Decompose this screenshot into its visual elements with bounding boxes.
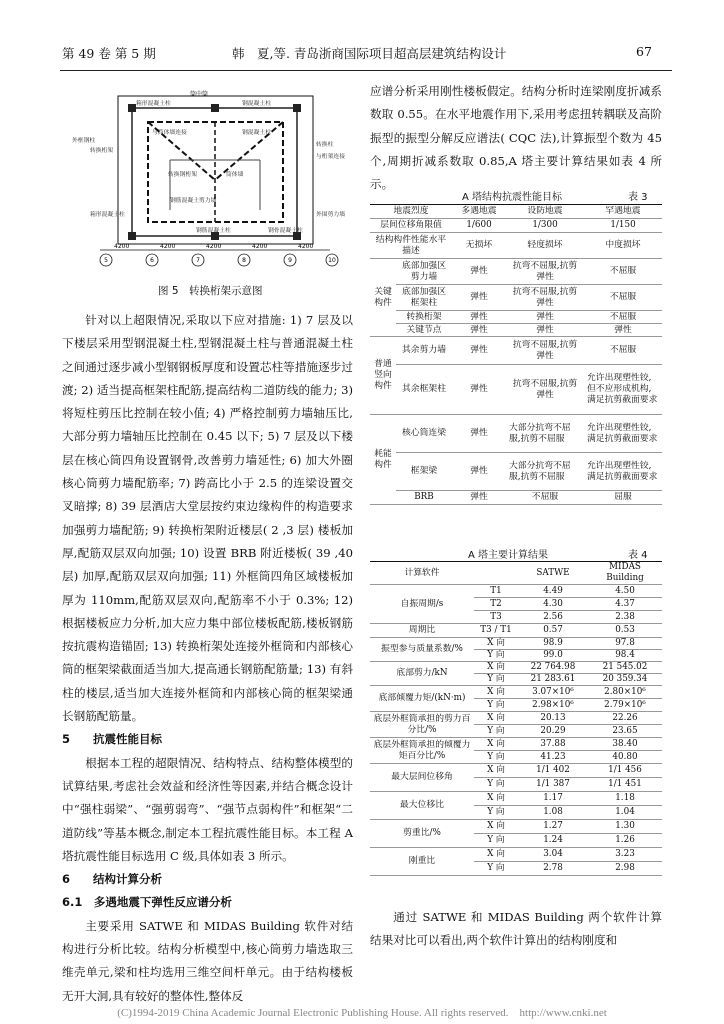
table-cell: 41.23: [518, 751, 588, 764]
fig-dim-3: 4200: [206, 243, 222, 250]
table-cell: 抗弯不屈服,抗剪弹性: [506, 337, 584, 365]
table-cell: BRB: [396, 491, 452, 505]
fig-dim-4: 4200: [252, 243, 268, 250]
section-6-1-heading: 6.1 多遇地震下弹性反应谱分析: [62, 895, 232, 910]
table-row: [370, 738, 662, 751]
table-cell: 22 764.98: [518, 662, 588, 674]
table-cell: T3: [474, 611, 518, 624]
table-cell: 21 545.02: [588, 662, 662, 674]
table-cell: 0.57: [518, 624, 588, 638]
table-cell: 3.23: [588, 848, 662, 862]
table-cell: X 向: [474, 662, 518, 674]
table3: [370, 204, 662, 505]
table-cell: 无损坏: [452, 233, 506, 259]
table-row: [370, 491, 662, 505]
comparison-paragraph: 通过 SATWE 和 MIDAS Building 两个软件计算结果对比可以看出,两个软件计算出的结构刚度和: [370, 910, 662, 948]
table-cell: 3.04: [518, 848, 588, 862]
fig-label-14: 外围剪力墙: [316, 212, 345, 218]
copyright-footer: (C)1994-2019 China Academic Journal Electronic Publishing House. All rights reserved. http://www.cnki.net: [117, 1007, 607, 1019]
table-cell: 框架梁: [396, 453, 452, 491]
transfer-truss-figure: [70, 90, 360, 270]
table-cell: 弹性: [452, 365, 506, 415]
table-cell: 耗能构件: [370, 415, 396, 505]
fig-label-13: 钢筋混凝土柱: [196, 228, 231, 234]
table-cell: 弹性: [452, 337, 506, 365]
table-row: [370, 259, 662, 285]
table-cell: 2.98: [588, 862, 662, 876]
table-cell: 不屈服: [506, 491, 584, 505]
table-row: [370, 311, 662, 324]
fig-label-9: 转换柱: [316, 142, 334, 148]
table-cell: 允许出现塑性铰,满足抗剪截面要求: [584, 453, 662, 491]
table-cell: 不屈服: [584, 311, 662, 324]
table-row: [370, 453, 662, 491]
table-row: [370, 205, 662, 219]
table-cell: 关键节点: [396, 324, 452, 337]
table-cell: 抗弯不屈服,抗剪弹性: [506, 365, 584, 415]
table-cell: 层间位移角限值: [370, 219, 452, 233]
table-cell: 1/150: [584, 219, 662, 233]
table-cell: 1/1 402: [518, 764, 588, 778]
table3-title: A 塔结构抗震性能目标: [462, 192, 563, 203]
table-cell: 1.04: [588, 806, 662, 820]
table-cell: 弹性: [584, 324, 662, 337]
fig-label-5: 外框钢柱: [72, 138, 96, 144]
fig-label-4: 钢混凝土柱: [242, 130, 271, 136]
table-cell: 2.78: [518, 862, 588, 876]
fig-top-label: 筒中筒: [190, 91, 209, 98]
section-6-heading: 6 结构计算分析: [62, 872, 163, 887]
table-cell: X 向: [474, 686, 518, 699]
table-cell: 底部加强区剪力墙: [396, 259, 452, 285]
table-cell: 弹性: [452, 259, 506, 285]
journal-issue: 第 49 卷 第 5 期: [62, 46, 156, 61]
table-cell: 轻度损坏: [506, 233, 584, 259]
table-cell: X 向: [474, 820, 518, 834]
fig-label-15: 钢骨混凝土柱: [268, 228, 303, 234]
table-cell: 1.08: [518, 806, 588, 820]
table-cell: Y 向: [474, 778, 518, 792]
table-cell: Y 向: [474, 699, 518, 712]
table4-number: 表 4: [628, 550, 648, 561]
table-cell: 22.26: [588, 712, 662, 725]
table-cell: 计算软件: [370, 562, 474, 585]
table-cell: 弹性: [506, 324, 584, 337]
running-title: 韩 夏,等. 青岛浙商国际项目超高层建筑结构设计: [232, 46, 507, 61]
table-cell: 允许出现塑性铰,但不应形成机构,满足抗剪截面要求: [584, 365, 662, 415]
table-cell: 不屈服: [584, 337, 662, 365]
table-cell: 99.0: [518, 650, 588, 662]
table-cell: 其余框架柱: [396, 365, 452, 415]
table-cell: 大部分抗弯不屈服,抗剪不屈服: [506, 415, 584, 453]
table-cell: 1.24: [518, 834, 588, 848]
table-cell: [474, 562, 518, 585]
table-cell: Y 向: [474, 674, 518, 686]
table-cell: 1.27: [518, 820, 588, 834]
table-row: [370, 792, 662, 806]
fig-label-6: 转换桁架: [90, 148, 114, 154]
table-cell: T1: [474, 585, 518, 598]
table-cell: 弹性: [452, 491, 506, 505]
right-top-text: [370, 80, 662, 196]
table-row: [370, 415, 662, 453]
table-cell: 允许出现塑性铰,满足抗剪截面要求: [584, 415, 662, 453]
table-cell: 1.18: [588, 792, 662, 806]
table-cell: 底部加强区框架柱: [396, 285, 452, 311]
fig-label-1: 箱形混凝土柱: [136, 101, 171, 107]
fig-axis-1: 5: [104, 257, 108, 264]
table-cell: SATWE: [518, 562, 588, 585]
analysis-paragraph: 主要采用 SATWE 和 MIDAS Building 软件对结构进行分析比较。结构分析模型中,核心筒剪力墙选取三维壳单元,梁和柱均选用三维空间杆单元。由于结构楼板无开大洞,具有较好的整体性,整体反: [62, 918, 353, 1003]
table-cell: 底层外框筒承担的倾覆力矩百分比/%: [370, 738, 474, 764]
table-cell: 1/600: [452, 219, 506, 233]
table-cell: 周期比: [370, 624, 474, 638]
fig-label-8: 筒体墙: [226, 172, 244, 178]
table-cell: Y 向: [474, 834, 518, 848]
table-cell: Y 向: [474, 751, 518, 764]
table-cell: 2.38: [588, 611, 662, 624]
table-row: [370, 585, 662, 598]
table-row: [370, 820, 662, 834]
fig-label-7: 转换钢桁架: [168, 172, 197, 178]
table-cell: 多遇地震: [452, 205, 506, 219]
table-cell: 1.26: [588, 834, 662, 848]
table-cell: X 向: [474, 764, 518, 778]
table-cell: 38.40: [588, 738, 662, 751]
table-row: [370, 337, 662, 365]
table-cell: 0.53: [588, 624, 662, 638]
table3-number: 表 3: [628, 192, 648, 203]
table-cell: 2.80×10⁶: [588, 686, 662, 699]
table-cell: 底层外框筒承担的剪力百分比/%: [370, 712, 474, 738]
table-cell: 20 359.34: [588, 674, 662, 686]
table-cell: 罕遇地震: [584, 205, 662, 219]
fig-dim-5: 4200: [298, 243, 314, 250]
table-cell: 1/1 456: [588, 764, 662, 778]
table-cell: 不屈服: [584, 259, 662, 285]
table-cell: 23.65: [588, 725, 662, 738]
fig-axis-2: 6: [150, 257, 154, 264]
table-cell: 其余剪力墙: [396, 337, 452, 365]
table-cell: 最大位移比: [370, 792, 474, 820]
table-cell: 底部倾覆力矩/(kN·m): [370, 686, 474, 712]
fig-axis-4: 8: [242, 257, 246, 264]
table-row: [370, 219, 662, 233]
fig-dim-2: 4200: [160, 243, 176, 250]
table-cell: 弹性: [452, 285, 506, 311]
fig-dim-1: 4200: [114, 243, 130, 250]
table-row: [370, 365, 662, 415]
table-row: [370, 712, 662, 725]
fig-label-2: 钢混凝土柱: [242, 101, 271, 107]
measures-paragraph: 针对以上超限情况,采取以下应对措施: 1) 7 层及以下楼层采用型钢混凝土柱,型钢混凝土柱与普通混凝土柱之间通过逐步减小型钢钢板厚度和设置芯柱等措施逐步过渡; 2) 适当提高框架柱配筋,提高结构二道防线的能力; 3) 将短柱剪压比控制在较小值; 4) 严格控制剪力墙轴压比,大部分剪力墙轴压比控制在 0.45 以下; 5) 7 层及以下楼层在核心筒四角设置钢骨,改善剪力墙延性; 6) 加大外圈核心筒剪力墙配筋率; 7) 跨高比小于 2.5 的连梁设置交叉暗撑; 8) 39 层酒店大堂层按约束边缘构件的构造要求加强剪力墙配筋; 9) 转换桁架附近楼层( 2 ,3 层) 楼板加厚,配筋双层双向加强; 10) 设置 BRB 附近楼板( 39 ,40 层) 加厚,配筋双层双向加强; 11) 外框筒四角区域楼板加厚为 110mm,配筋双层双向,配筋率不小于 0.3%; 12) 根据楼板应力分析,加大应力集中部位楼板配筋,楼板钢筋按抗震构造锚固; 13) 转换桁架处连接外框筒和内部核心筒的框架梁截面适当加大,提高通长钢筋配筋量; 13) 有斜柱的楼层,适当加大连接外框筒和内部核心筒的框架梁通长钢筋配筋量。: [62, 313, 353, 724]
table-cell: T2: [474, 598, 518, 611]
table4-title: A 塔主要计算结果: [468, 550, 549, 561]
table-row: [370, 324, 662, 337]
table-cell: 20.13: [518, 712, 588, 725]
table-cell: 核心筒连梁: [396, 415, 452, 453]
table-cell: 20.29: [518, 725, 588, 738]
table-row: [370, 624, 662, 638]
table-cell: 2.79×10⁶: [588, 699, 662, 712]
table-cell: 1.30: [588, 820, 662, 834]
table-cell: 屈服: [584, 491, 662, 505]
right-bottom-text: [370, 906, 662, 953]
fig-label-11: 钢筋混凝土剪力墙: [170, 198, 217, 204]
table-cell: 弹性: [452, 324, 506, 337]
table-row: [370, 662, 662, 674]
table-cell: T3 / T1: [474, 624, 518, 638]
table-cell: 98.4: [588, 650, 662, 662]
fig-axis-3: 7: [196, 257, 200, 264]
table-cell: 98.9: [518, 638, 588, 650]
table-cell: 剪重比/%: [370, 820, 474, 848]
table-cell: 4.37: [588, 598, 662, 611]
table-cell: 底部剪力/kN: [370, 662, 474, 686]
fig-label-3: 与筒体墙连接: [152, 130, 187, 136]
spectrum-paragraph: 应谱分析采用刚性楼板假定。结构分析时连梁刚度折减系数取 0.55。在水平地震作用下,采用考虑扭转耦联及高阶振型的振型分解反应谱法( CQC 法),计算振型个数为 45 个,周期折减系数取 0.85,A 塔主要计算结果如表 4 所示。: [370, 84, 662, 192]
table-cell: 37.88: [518, 738, 588, 751]
table-cell: 1/1 387: [518, 778, 588, 792]
table-cell: X 向: [474, 792, 518, 806]
table-cell: 弹性: [506, 311, 584, 324]
table-cell: X 向: [474, 712, 518, 725]
table-cell: 地震烈度: [370, 205, 452, 219]
table-cell: 2.56: [518, 611, 588, 624]
table-cell: 21 283.61: [518, 674, 588, 686]
table-cell: 抗弯不屈服,抗剪弹性: [506, 285, 584, 311]
fig-axis-5: 9: [288, 257, 292, 264]
table-cell: 中度损坏: [584, 233, 662, 259]
table-cell: 4.50: [588, 585, 662, 598]
table-cell: 自振周期/s: [370, 585, 474, 624]
table-cell: 最大层间位移角: [370, 764, 474, 792]
table-cell: 大部分抗弯不屈服,抗剪不屈服: [506, 453, 584, 491]
table-cell: 1/300: [506, 219, 584, 233]
table-cell: 3.07×10⁶: [518, 686, 588, 699]
table-cell: X 向: [474, 638, 518, 650]
table-cell: 结构构件性能水平描述: [370, 233, 452, 259]
table-row: [370, 686, 662, 699]
fig-label-10: 与桁架连接: [316, 154, 345, 160]
table-cell: 不屈服: [584, 285, 662, 311]
page-number: 67: [636, 44, 652, 59]
table-cell: Y 向: [474, 650, 518, 662]
table-cell: Y 向: [474, 862, 518, 876]
table-cell: 弹性: [452, 415, 506, 453]
figure-caption: 图 5 转换桁架示意图: [158, 285, 263, 297]
table-cell: 1.17: [518, 792, 588, 806]
table-cell: 40.80: [588, 751, 662, 764]
table-cell: 2.98×10⁶: [518, 699, 588, 712]
table-cell: Y 向: [474, 725, 518, 738]
table-cell: 刚重比: [370, 848, 474, 876]
section-5-heading: 5 抗震性能目标: [62, 732, 163, 747]
table-row: [370, 848, 662, 862]
table-cell: 振型参与质量系数/%: [370, 638, 474, 662]
table-cell: 关键构件: [370, 259, 396, 337]
table-cell: Y 向: [474, 806, 518, 820]
table-cell: 97.8: [588, 638, 662, 650]
table-cell: 抗弯不屈服,抗剪弹性: [506, 259, 584, 285]
fig-label-12: 箱形混凝土柱: [90, 212, 125, 218]
table-row: [370, 285, 662, 311]
table-cell: X 向: [474, 848, 518, 862]
table-cell: 弹性: [452, 311, 506, 324]
performance-paragraph: 根据本工程的超限情况、结构特点、结构整体模型的试算结果,考虑社会效益和经济性等因素,并结合概念设计中“强柱弱梁”、“强剪弱弯”、“强节点弱构件”和框架“二道防线”等基本概念,制定本工程抗震性能目标。本工程 A 塔抗震性能目标选用 C 级,具体如表 3 所示。: [62, 755, 353, 863]
table-cell: 转换桁架: [396, 311, 452, 324]
table-cell: 设防地震: [506, 205, 584, 219]
table-cell: 1/1 451: [588, 778, 662, 792]
table-row: [370, 233, 662, 259]
left-column: [62, 309, 353, 1008]
table4: [370, 561, 662, 876]
table-cell: X 向: [474, 738, 518, 751]
table-cell: 普通竖向构件: [370, 337, 396, 415]
table-cell: MIDAS Building: [588, 562, 662, 585]
fig-axis-6: 10: [328, 257, 336, 264]
table-row: [370, 764, 662, 778]
table-row: [370, 562, 662, 585]
header-rule: [60, 70, 672, 71]
table-cell: 4.49: [518, 585, 588, 598]
table-cell: 弹性: [452, 453, 506, 491]
table-row: [370, 638, 662, 650]
table-cell: 4.30: [518, 598, 588, 611]
